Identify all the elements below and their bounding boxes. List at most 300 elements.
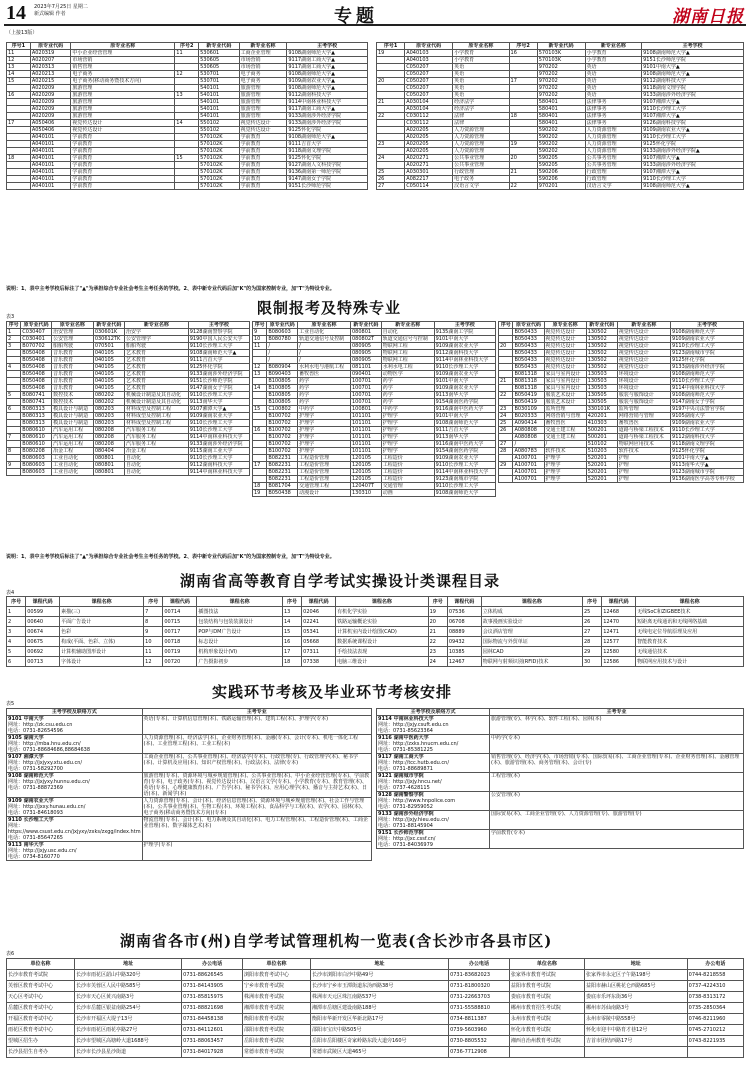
table-cell: 市场营销 — [71, 57, 175, 64]
table-cell: B100702 — [267, 427, 298, 434]
table-cell: 0731-22663703 — [449, 992, 510, 1003]
school-majors-cell: 学前教育(专本) — [490, 830, 744, 849]
table-cell: 26 — [377, 176, 405, 183]
table-cell — [7, 127, 31, 134]
school-name: 9151 长沙师范学院 — [378, 830, 424, 836]
major-row — [377, 64, 744, 71]
school-row — [377, 811, 744, 830]
table-cell: A050406 — [30, 120, 71, 127]
table-cell: 11 — [144, 647, 163, 657]
table-cell: 学前教育 — [239, 176, 287, 183]
table-cell: C050207 — [405, 64, 453, 71]
column-header: 新专业代码 — [537, 43, 585, 50]
table-cell: / — [267, 350, 298, 357]
table-cell: A030301 — [405, 169, 453, 176]
major-row — [7, 50, 368, 57]
table-cell: 9133湖南涉外经济学院 — [642, 162, 744, 169]
table-cell: 9116湖南中医药大学 — [434, 406, 495, 413]
major-row — [377, 50, 744, 57]
column-header: 序号 — [582, 597, 601, 607]
table-cell: 药学 — [381, 392, 434, 399]
table-cell: 00713 — [26, 657, 60, 667]
table-cell: 行政管理 — [585, 169, 641, 176]
table-cell: 9147湖南女子学院 — [287, 176, 368, 183]
table-cell: 数控技术 — [52, 392, 94, 399]
table-cell — [499, 434, 513, 441]
table-cell: 9117湖南工商大学▲ — [287, 64, 368, 71]
table-cell: 药学 — [298, 392, 351, 399]
table-cell: 长沙市望城区高塘岭大道1688号 — [74, 1036, 181, 1047]
table-cell: 3 — [7, 627, 26, 637]
restricted-row — [7, 378, 250, 385]
table-cell: 学前教育 — [71, 148, 175, 155]
column-header: 主考学校及联络方式 — [377, 709, 490, 716]
table-cell: 无线电定位导航原理及应用 — [636, 627, 744, 637]
school-majors-cell: 旅游管理(专本)、资源环境与城乡规划管理(本)、公共事业管理(本)、中小企业经营管理(专本)、学前教育(专本)、电子政务(专本)、视觉传达设计(本)、汉语言文学(专本)、小学教育(专本)、教育管理(本)、英语(专本)、心理健康教育(本)、广告学(本)、秘书学(本)、应用心理学(本)、播音与主持艺术(本)、日语(本)、新闻学(本) — [142, 773, 371, 798]
table-cell: 9110长沙理工大学 — [188, 420, 249, 427]
note-2: 说明：1、表中主考学校后标注了"▲"为承担综合专业社会考生主考任务的学校。2、表中新专业代码后加"K"的为国家控制专业，加"T"为特设专业。 — [6, 554, 335, 560]
table-cell — [509, 134, 537, 141]
table-cell — [253, 413, 267, 420]
table-cell: 9101中南大学▲ — [642, 64, 744, 71]
table-cell: 学前教育 — [239, 183, 287, 190]
continued-note: （上接13版） — [6, 30, 38, 36]
table-cell: 怀化市教育考试院 — [509, 1025, 584, 1036]
table-cell: 7 — [7, 434, 21, 441]
table-cell: A020205 — [405, 148, 453, 155]
column-header: 地址 — [584, 959, 687, 970]
school-name: 9110 长沙理工大学 — [8, 817, 54, 823]
table-cell: 07536 — [447, 607, 481, 617]
page-number: 14 — [6, 2, 26, 24]
table-cell: A020207 — [30, 57, 71, 64]
table-cell: 药学 — [298, 385, 351, 392]
table-cell: B050433 — [513, 329, 544, 336]
major-row — [377, 134, 744, 141]
table-cell — [175, 106, 199, 113]
table-cell — [509, 162, 537, 169]
column-header: 序号 — [499, 322, 513, 329]
table-cell: 27 — [499, 441, 513, 448]
table-cell: 9109湖南农业大学 — [671, 420, 744, 427]
table-cell: 9125怀化学院 — [287, 155, 368, 162]
table-cell: 畜牧兽医 — [298, 371, 351, 378]
major-row — [7, 141, 368, 148]
table-cell: 9 — [144, 627, 163, 637]
table-cell: B082231 — [267, 455, 298, 462]
table-cell: 00599 — [26, 607, 60, 617]
header-row — [499, 322, 744, 329]
table-cell: 19 — [253, 490, 267, 497]
table-cell: A020271 — [405, 155, 453, 162]
school-majors-cell: 工商企业管理(本)、公共事业管理(本)、经济法学(专本)、行政管理(专)、行政管理学(本)、秘书学(本)、计算机及应用(本)、知识产权管理(本)、行政法(本)、法律(专本) — [142, 754, 371, 773]
table-cell: 张家界市永定区子午路198号 — [584, 970, 687, 981]
table-cell: 130502 — [586, 343, 617, 350]
table-cell: 长沙市雨花区韶山中路320号 — [74, 970, 181, 981]
restricted-row — [499, 371, 744, 378]
table-cell — [377, 120, 405, 127]
table-cell: 0730-8805532 — [449, 1036, 510, 1047]
table-cell: 英语 — [453, 85, 509, 92]
major-row — [7, 148, 368, 155]
table-cell: C050207 — [405, 85, 453, 92]
table-cell: 12467 — [447, 657, 481, 667]
table-cell: A020213 — [30, 71, 71, 78]
table-cell: 14 — [253, 385, 267, 392]
table-cell: 130505 — [586, 399, 617, 406]
table-cell: 开福区教育考试中心 — [7, 1014, 75, 1025]
table-cell — [175, 148, 199, 155]
table-cell: 英语 — [585, 71, 641, 78]
school-name: 9107 湘潭大学 — [8, 754, 44, 760]
table-cell: 520201 — [586, 469, 617, 476]
table-cell: B050408 — [21, 371, 52, 378]
table-cell: 9151长沙师范学院 — [287, 183, 368, 190]
table-cell: 服装艺术设计 — [544, 399, 586, 406]
table-cell: 字体设计 — [60, 657, 144, 667]
school-contact-cell — [377, 811, 490, 830]
restricted-table-part1 — [6, 321, 250, 476]
table-cell: 视觉传达设计 — [617, 364, 670, 371]
table-cell: 9133湖南涉外经济学院 — [188, 441, 249, 448]
table-cell: 590205 — [537, 162, 585, 169]
school-name: 9109 湖南农业大学 — [8, 798, 54, 804]
table-cell: 音乐教育 — [52, 385, 94, 392]
table-cell: 9133湖南涉外经济学院 — [188, 371, 249, 378]
table-cell: 长沙市岳麓区银盆南路254号 — [74, 1003, 181, 1014]
table-cell: 00715 — [163, 617, 197, 627]
table-cell: B100805 — [267, 385, 298, 392]
table-cell: 艺术教育 — [125, 350, 189, 357]
restricted-row — [253, 336, 496, 343]
school-contact: 网址：http://jxjy.usc.edu.cn/ 电话：0734-8160770 — [8, 848, 77, 860]
table-cell: 19 — [428, 607, 447, 617]
table-cell: 580401 — [537, 99, 585, 106]
table-cell: B100805 — [267, 378, 298, 385]
table-cell: 18 — [7, 155, 31, 162]
table-cell: 小学教育 — [585, 50, 641, 57]
column-header: 新专业名称 — [617, 322, 670, 329]
table-cell: 130502 — [586, 364, 617, 371]
table-cell: 法律事务 — [585, 120, 641, 127]
table-cell: A040101 — [30, 176, 71, 183]
table-cell: 9114中南林业科技大学 — [671, 385, 744, 392]
section6-title: 湖南省各市(州)自学考试管理机构一览表(含长沙市各县市区) — [120, 932, 553, 950]
table-cell: 长沙市天心区黄兴南路3号 — [74, 992, 181, 1003]
table-cell: 护理学 — [298, 441, 351, 448]
column-header: 地址 — [310, 959, 448, 970]
table-cell: B100702 — [267, 413, 298, 420]
table-cell: 郴州市苏仙南路3号 — [584, 1003, 687, 1014]
table-cell: 0731-83682023 — [449, 970, 510, 981]
table-cell: 人力资源管理 — [585, 141, 641, 148]
table-cell: 9118湖南文理学院 — [642, 85, 744, 92]
table-cell — [175, 78, 199, 85]
table-cell: 00718 — [163, 637, 197, 647]
table-cell: 07338 — [302, 657, 336, 667]
table-cell: 行政管理 — [585, 176, 641, 183]
table-cell: 101101 — [350, 420, 381, 427]
column-header: 单位名称 — [509, 959, 584, 970]
table-cell: 药学 — [381, 385, 434, 392]
table-cell: 030601K — [93, 329, 124, 336]
table-cell: 9111吉首大学 — [287, 141, 368, 148]
table-cell: 汽车运用工程 — [52, 441, 94, 448]
table-cell: 长沙县招生自考办 — [7, 1047, 75, 1058]
table-cell: 常德市教育考试院 — [243, 1047, 311, 1058]
table-cell: 护理学 — [381, 441, 434, 448]
table-cell: B050408 — [21, 350, 52, 357]
table-cell: 9110长沙理工大学 — [188, 455, 249, 462]
table-cell — [377, 134, 405, 141]
school-majors-cell: 工程管理(本) — [490, 773, 744, 792]
table-cell: 水利水电与港航工程 — [298, 364, 351, 371]
table-cell: 计算机辅助图形设计 — [60, 647, 144, 657]
table-cell: B100702 — [267, 441, 298, 448]
table-cell: 570102K — [199, 148, 240, 155]
table-cell: 人力资源管理 — [453, 148, 509, 155]
table-cell: 汉语言文学 — [585, 183, 641, 190]
restricted-row — [7, 371, 250, 378]
table-cell: 9107湘潭大学▲ — [642, 169, 744, 176]
table-cell: 9118湖南文理学院 — [671, 441, 744, 448]
table-cell: B030109 — [513, 406, 544, 413]
table-cell — [7, 162, 31, 169]
table-cell — [509, 57, 537, 64]
school-name: 9113 南华大学 — [8, 842, 44, 848]
issue-meta — [34, 4, 88, 18]
table-cell: A030104 — [405, 99, 453, 106]
table-cell: 080203 — [93, 420, 124, 427]
column-header: 主考学校 — [642, 43, 744, 50]
column-header: 课程名称 — [481, 597, 582, 607]
table-cell: 9127湖南人文科技学院 — [287, 162, 368, 169]
column-header: 新专业代码 — [93, 322, 124, 329]
table-cell: B100702 — [267, 420, 298, 427]
table-cell: 9110长沙理工大学 — [671, 427, 744, 434]
table-cell: 130502 — [586, 357, 617, 364]
table3-label: 表3 — [6, 314, 15, 320]
table-cell: 英语 — [585, 64, 641, 71]
table-cell: 9109湖南农业大学▲ — [287, 78, 368, 85]
table-cell: 艺术教育 — [125, 371, 189, 378]
column-header: 新专业名称 — [125, 322, 189, 329]
table-cell: A020271 — [405, 162, 453, 169]
table-cell: 视觉传达设计 — [71, 127, 175, 134]
table-cell: 有机化学实验 — [336, 607, 428, 617]
table-cell: 9101中南大学 — [434, 336, 495, 343]
practice-table-left — [6, 708, 372, 861]
column-header: 课程代码 — [447, 597, 481, 607]
table-cell: 服装艺术设计 — [544, 392, 586, 399]
school-name: 9133 湖南涉外经济学院 — [378, 811, 434, 817]
table-cell: 15 — [253, 406, 267, 413]
table-cell: 9110长沙理工大学 — [642, 134, 744, 141]
table-cell: 旅游管理 — [71, 106, 175, 113]
table-cell: 工商企业管理 — [239, 50, 287, 57]
school-name: 9108 湖南师范大学 — [8, 773, 54, 779]
table-cell: 0736-7712908 — [449, 1047, 510, 1058]
table-cell: 9101中南大学 — [434, 413, 495, 420]
table-cell: 畜牧兽医 — [544, 420, 586, 427]
table-cell: 监所管理 — [617, 406, 670, 413]
restricted-row — [499, 476, 744, 483]
table-cell: 音乐教育 — [52, 364, 94, 371]
section4-title: 湖南省高等教育自学考试实操设计类课程目录 — [180, 572, 501, 590]
table-cell: 畜牧兽医 — [617, 420, 670, 427]
office-row — [7, 970, 744, 981]
note-1: 说明：1、表中主考学校后标注了"▲"为承担综合专业社会考生主考任务的学校。2、表中新专业代码后加"K"的为国家控制专业，加"T"为特设专业。 — [6, 286, 335, 292]
table-cell: 590206 — [537, 176, 585, 183]
restricted-row — [7, 350, 250, 357]
table-cell: 9133湖南涉外经济学院 — [287, 120, 368, 127]
restricted-row — [499, 420, 744, 427]
column-header: 序号2 — [175, 43, 199, 50]
table-cell: 9108湖南师范大学 — [671, 371, 744, 378]
school-name: 9121 湖南城市学院 — [378, 773, 424, 779]
table-cell: 540101 — [199, 106, 240, 113]
table-cell — [509, 1047, 584, 1058]
table-cell: 500201 — [586, 427, 617, 434]
table-cell: 学前教育 — [71, 169, 175, 176]
table-cell: 0735-2850364 — [687, 1003, 743, 1014]
table-cell: 护理学 — [298, 420, 351, 427]
table-cell: A100701 — [513, 476, 544, 483]
table-cell: 市场营销 — [239, 64, 287, 71]
table-cell: 国际物流与外贸单证 — [481, 637, 582, 647]
table-cell: 工业自动化 — [298, 329, 351, 336]
table-cell: 物联网工程 — [381, 350, 434, 357]
table-cell: 14 — [282, 617, 301, 627]
table-cell: 9112湖南科技大学 — [188, 462, 249, 469]
table-cell: 26 — [499, 427, 513, 434]
table-cell: 9109湖南农业大学 — [671, 336, 744, 343]
school-contact-cell — [377, 830, 490, 849]
restricted-row — [253, 483, 496, 490]
school-majors-cell: 旅游管理(专)、林学(本)、软件工程(本)、园林(本) — [490, 716, 744, 735]
table-cell: 2 — [7, 617, 26, 627]
table-cell: C050114 — [405, 183, 453, 190]
table-cell: 工程造价 — [381, 469, 434, 476]
table-cell — [499, 399, 513, 406]
table-cell: 学前教育 — [239, 155, 287, 162]
masthead — [4, 2, 746, 26]
column-header: 序号1 — [7, 43, 31, 50]
table-cell: C050207 — [405, 78, 453, 85]
major-row — [7, 106, 368, 113]
table-cell: 11 — [175, 50, 199, 57]
school-row — [7, 842, 372, 861]
table-cell — [509, 71, 537, 78]
table-cell: 9 — [7, 462, 21, 469]
table-cell: 080202 — [93, 399, 124, 406]
table-cell: 14 — [175, 120, 199, 127]
table-cell: 长沙市教育考试院 — [7, 970, 75, 981]
table-cell: 970202 — [537, 85, 585, 92]
table-cell: 14 — [7, 71, 31, 78]
table-cell: 080208 — [93, 441, 124, 448]
table-cell: 电子政务 — [453, 176, 509, 183]
table-cell: 570103K — [537, 57, 585, 64]
table-cell: 25 — [377, 169, 405, 176]
table-cell: 100801 — [350, 406, 381, 413]
table-cell: 人力资源管理 — [585, 127, 641, 134]
major-row — [7, 57, 368, 64]
table-cell: 28 — [499, 448, 513, 455]
table-cell — [175, 99, 199, 106]
table-cell: 人力资源管理 — [453, 134, 509, 141]
table-cell: 590202 — [537, 134, 585, 141]
table-cell: 视觉传达设计 — [239, 120, 287, 127]
table-cell: 9111吉首大学 — [434, 427, 495, 434]
table-cell — [7, 106, 31, 113]
school-contact-cell — [377, 735, 490, 754]
table-cell: 0731-88626545 — [182, 970, 243, 981]
table-cell: 970202 — [537, 78, 585, 85]
table-cell — [175, 64, 199, 71]
header-row — [7, 959, 744, 970]
table-cell: 080801 — [350, 329, 381, 336]
table-cell: 9113南华大学 — [434, 434, 495, 441]
table-cell: 汽车运用工程 — [52, 427, 94, 434]
major-table-right — [376, 42, 744, 190]
table-cell — [175, 176, 199, 183]
course-table — [6, 596, 744, 667]
table-cell: 软件技术 — [617, 448, 670, 455]
table-cell: B050408 — [21, 385, 52, 392]
table-cell: 080208 — [93, 434, 124, 441]
table-cell: 2 — [7, 336, 21, 343]
table-cell: 道路与桥梁工程技术 — [617, 434, 670, 441]
table-cell — [377, 106, 405, 113]
column-header: 地址 — [74, 959, 181, 970]
table-cell: 080905 — [350, 350, 381, 357]
table-cell: 16 — [253, 427, 267, 434]
table-cell: 20 — [499, 343, 513, 350]
table-cell: 9112湖南科技大学 — [287, 92, 368, 99]
table-cell: 视觉传达设计 — [544, 329, 586, 336]
table-cell — [509, 120, 537, 127]
table-cell: 17 — [253, 462, 267, 469]
table-cell: 970202 — [537, 71, 585, 78]
table-cell: 护理学 — [381, 413, 434, 420]
table-cell: 130503 — [586, 371, 617, 378]
office-row — [7, 1014, 744, 1025]
table-cell: 电子商务(移动商务暨技术方向) — [71, 78, 175, 85]
table-cell: 旅游管理 — [239, 113, 287, 120]
table-cell: 970201 — [537, 183, 585, 190]
header-row — [7, 43, 368, 50]
table-cell: 00674 — [26, 627, 60, 637]
practice-table-right — [376, 708, 744, 849]
table-cell: 6 — [7, 657, 26, 667]
table-cell: 英语 — [585, 92, 641, 99]
table-cell: 视觉传达设计 — [617, 336, 670, 343]
table-cell: 9110长沙理工大学 — [188, 392, 249, 399]
table-cell: 视觉传达设计 — [544, 336, 586, 343]
table-cell: 05341 — [302, 627, 336, 637]
table-cell: 汽车服务工程 — [125, 441, 189, 448]
table-cell — [377, 57, 405, 64]
table-cell: 材料成型及控制工程 — [125, 420, 189, 427]
table-cell — [509, 92, 537, 99]
school-row — [377, 735, 744, 754]
table-cell: 9108湖南师范大学▲ — [642, 50, 744, 57]
table-cell — [7, 183, 31, 190]
major-row — [377, 120, 744, 127]
table-cell: 12586 — [602, 657, 636, 667]
restricted-row — [253, 329, 496, 336]
